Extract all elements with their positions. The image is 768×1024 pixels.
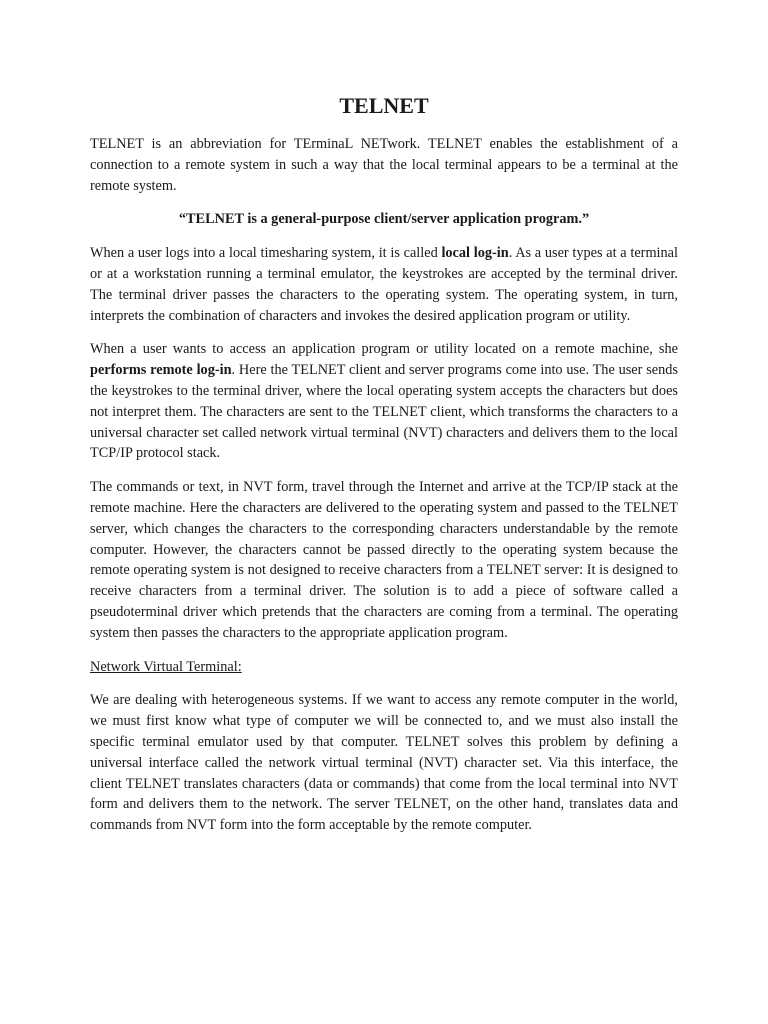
- document-body: [90, 92, 678, 849]
- remote-login-bold: performs remote log-in: [90, 362, 232, 379]
- remote-login-text-after: . Here the TELNET client and server programs come into use. The user sends the keystrokes to the terminal driver, where the local operating system accepts the characters but does not interpret them. The characters are sent to the TELNET client, which transforms the characters to a universal character set called network virtual terminal (NVT) characters and delivers them to the local TCP/IP protocol stack.: [90, 362, 678, 462]
- page-title: TELNET: [339, 93, 429, 118]
- quote-line: “TELNET is a general-purpose client/server application program.”: [178, 211, 590, 228]
- local-login-bold: local log-in: [441, 245, 509, 262]
- remote-login-paragraph: [90, 339, 678, 464]
- local-login-text-after: . As a user types at a terminal or at a workstation running a terminal emulator, the keystrokes are accepted by the terminal driver. The terminal driver passes the characters to the operating system. The operating system, in turn, interprets the combination of characters and invokes the desired application program or utility.: [90, 245, 678, 324]
- section-heading: Network Virtual Terminal:: [90, 658, 242, 675]
- nvt-transport-paragraph: The commands or text, in NVT form, travel through the Internet and arrive at the TCP/IP stack at the remote machine. Here the characters are delivered to the operating system and passed to the TELNET server, which changes the characters to the corresponding characters understandable by the remote computer. However, the characters cannot be passed directly to the operating system because the remote operating system is not designed to receive characters from a TELNET server: It is designed to receive characters from a terminal driver. The solution is to add a piece of software called a pseudoterminal driver which pretends that the characters are coming from a terminal. The operating system then passes the characters to the appropriate application program.: [90, 479, 678, 641]
- local-login-text-before: When a user logs into a local timesharing system, it is called: [90, 245, 442, 262]
- local-login-paragraph: [90, 243, 678, 326]
- intro-paragraph: TELNET is an abbreviation for TErminaL NETwork. TELNET enables the establishment of a connection to a remote system in such a way that the local terminal appears to be a terminal at the remote system.: [90, 136, 678, 194]
- remote-login-text-before: When a user wants to access an application program or utility located on a remote machine, she: [90, 341, 678, 358]
- nvt-paragraph: We are dealing with heterogeneous systems. If we want to access any remote computer in the world, we must first know what type of computer we will be connected to, and we must also install the specific terminal emulator used by that computer. TELNET solves this problem by defining a universal interface called the network virtual terminal (NVT) character set. Via this interface, the client TELNET translates characters (data or commands) that come from the local terminal into NVT form and delivers them to the network. The server TELNET, on the other hand, translates data and commands from NVT form into the form acceptable by the remote computer.: [90, 692, 678, 834]
